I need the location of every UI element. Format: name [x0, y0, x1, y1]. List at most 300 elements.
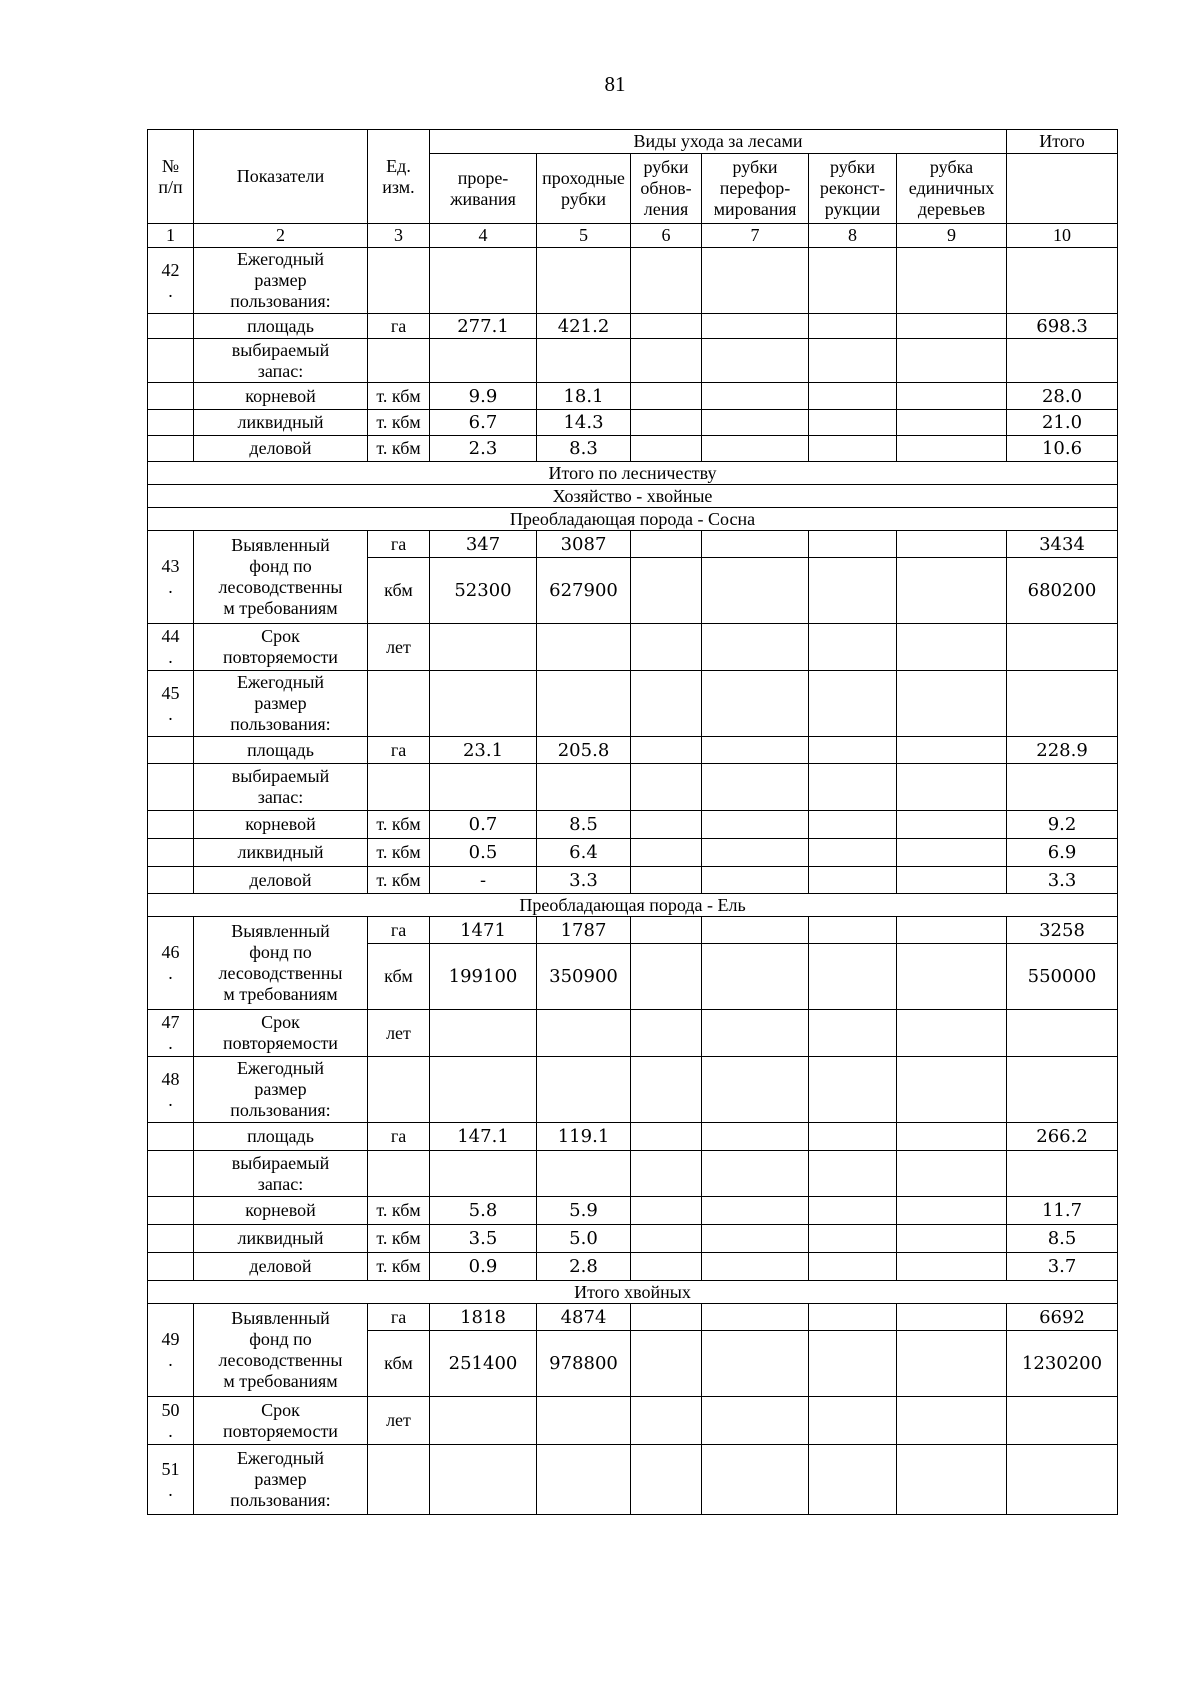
value-cell [631, 1123, 702, 1151]
text-line: 42 [161, 259, 180, 280]
value-cell [537, 1057, 631, 1123]
row-unit: т. кбм [368, 811, 430, 839]
value-cell [702, 1225, 809, 1253]
value-cell [631, 1445, 702, 1515]
value-cell: 3087 [537, 531, 631, 558]
row-unit: кбм [368, 1331, 430, 1397]
row-unit: кбм [368, 944, 430, 1010]
row-unit: т. кбм [368, 1253, 430, 1281]
text-line: 45 [161, 682, 180, 703]
value-cell: 8.3 [537, 436, 631, 462]
total-cell: 21.0 [1007, 410, 1118, 436]
row-number [148, 1010, 194, 1057]
table-row [148, 1151, 1118, 1197]
table-row [148, 1253, 1118, 1281]
col-number: 1 [148, 224, 194, 248]
text-line: 44 [161, 626, 180, 646]
value-cell [809, 531, 897, 558]
value-cell [702, 531, 809, 558]
value-cell [631, 1397, 702, 1445]
value-cell [631, 737, 702, 764]
text-line: м требованиям [223, 984, 338, 1004]
row-number [148, 531, 194, 624]
value-cell [897, 1225, 1007, 1253]
row-unit: га [368, 1304, 430, 1331]
value-cell [809, 1010, 897, 1057]
value-cell: 119.1 [537, 1123, 631, 1151]
text-line: . [168, 647, 173, 667]
text-line: повторяемости [223, 647, 338, 667]
value-cell [897, 410, 1007, 436]
value-cell [537, 1445, 631, 1515]
text-line: . [168, 280, 173, 301]
value-cell [631, 314, 702, 339]
header-type-reformation: рубки перефор- мирования [702, 154, 809, 224]
row-unit [368, 764, 430, 811]
value-cell [809, 737, 897, 764]
row-indicator [194, 1225, 368, 1253]
total-cell: 266.2 [1007, 1123, 1118, 1151]
row-number [148, 1225, 194, 1253]
total-cell: 680200 [1007, 558, 1118, 624]
value-cell [631, 1225, 702, 1253]
row-indicator [194, 1197, 368, 1225]
table-row [148, 624, 1118, 671]
value-cell [897, 1304, 1007, 1331]
value-cell [809, 339, 897, 383]
section-row [148, 485, 1118, 508]
row-number [148, 383, 194, 410]
value-cell [631, 764, 702, 811]
row-unit: га [368, 531, 430, 558]
text-line: корневой [245, 1200, 316, 1220]
value-cell: 147.1 [430, 1123, 537, 1151]
total-cell [1007, 1057, 1118, 1123]
row-unit [368, 339, 430, 383]
row-indicator [194, 1151, 368, 1197]
text-line: . [168, 1033, 173, 1053]
row-indicator [194, 1304, 368, 1397]
value-cell: 251400 [430, 1331, 537, 1397]
text-line: корневой [245, 814, 316, 834]
text-line: фонд по [249, 556, 312, 576]
total-cell: 6692 [1007, 1304, 1118, 1331]
row-number [148, 1151, 194, 1197]
text-line: деловой [249, 438, 312, 458]
text-line: фонд по [249, 942, 312, 962]
total-cell: 10.6 [1007, 436, 1118, 462]
text-line: Выявленный [231, 921, 330, 941]
value-cell [702, 1010, 809, 1057]
value-cell: 978800 [537, 1331, 631, 1397]
section-title: Итого хвойных [148, 1281, 1118, 1304]
row-indicator [194, 839, 368, 867]
col-number: 7 [702, 224, 809, 248]
value-cell [809, 1225, 897, 1253]
text-line: Ежегодный [236, 672, 325, 692]
text-line: пользования: [230, 1100, 331, 1120]
row-indicator [194, 1010, 368, 1057]
value-cell [430, 624, 537, 671]
value-cell [809, 624, 897, 671]
text-line: Срок [261, 1012, 300, 1032]
value-cell [631, 1197, 702, 1225]
total-cell [1007, 671, 1118, 737]
value-cell: 627900 [537, 558, 631, 624]
value-cell [631, 383, 702, 410]
row-unit: лет [368, 624, 430, 671]
table-row [148, 867, 1118, 894]
text-line: размер [254, 1079, 307, 1099]
row-indicator [194, 339, 368, 383]
total-cell [1007, 1010, 1118, 1057]
text-line: Ежегодный [236, 249, 325, 269]
value-cell [430, 1397, 537, 1445]
header-type-passage: проходные рубки [537, 154, 631, 224]
table-row [148, 314, 1118, 339]
row-indicator [194, 867, 368, 894]
value-cell: 2.8 [537, 1253, 631, 1281]
text-line: повторяемости [223, 1420, 338, 1441]
table-row [148, 839, 1118, 867]
text-line: деловой [249, 869, 312, 890]
row-unit [368, 1445, 430, 1515]
header-type-single-trees: рубка единичных деревьев [897, 154, 1007, 224]
header-types-group: Виды ухода за лесами [430, 130, 1007, 154]
value-cell [631, 410, 702, 436]
table-row [148, 737, 1118, 764]
total-cell: 3.7 [1007, 1253, 1118, 1281]
table-row [148, 383, 1118, 410]
value-cell [702, 737, 809, 764]
total-cell: 3258 [1007, 917, 1118, 944]
value-cell: 1787 [537, 917, 631, 944]
value-cell [809, 1197, 897, 1225]
total-cell: 8.5 [1007, 1225, 1118, 1253]
text-line: . [168, 963, 173, 983]
value-cell: 18.1 [537, 383, 631, 410]
row-number [148, 1304, 194, 1397]
value-cell [537, 1010, 631, 1057]
row-unit: т. кбм [368, 410, 430, 436]
value-cell: 0.5 [430, 839, 537, 867]
total-cell [1007, 1397, 1118, 1445]
value-cell: 6.4 [537, 839, 631, 867]
value-cell [897, 1253, 1007, 1281]
row-indicator [194, 737, 368, 764]
value-cell [631, 1304, 702, 1331]
value-cell: 52300 [430, 558, 537, 624]
row-indicator [194, 624, 368, 671]
row-number [148, 314, 194, 339]
row-number [148, 811, 194, 839]
total-cell: 11.7 [1007, 1197, 1118, 1225]
value-cell [897, 1123, 1007, 1151]
row-unit: т. кбм [368, 839, 430, 867]
value-cell [897, 1197, 1007, 1225]
value-cell [430, 671, 537, 737]
value-cell [809, 410, 897, 436]
row-unit: т. кбм [368, 867, 430, 894]
row-number [148, 436, 194, 462]
header-row-1 [148, 130, 1118, 154]
value-cell [631, 1331, 702, 1397]
text-line: пользования: [230, 1490, 331, 1510]
text-line: запас: [257, 360, 304, 381]
text-line: выбираемый [231, 339, 330, 360]
text-line: ликвидный [237, 1228, 324, 1248]
row-unit [368, 248, 430, 314]
header-type-renewal: рубки обнов- ления [631, 154, 702, 224]
total-cell [1007, 1445, 1118, 1515]
value-cell [702, 671, 809, 737]
value-cell: 3.5 [430, 1225, 537, 1253]
section-row [148, 1281, 1118, 1304]
table-row [148, 531, 1118, 558]
text-line: Ежегодный [236, 1058, 325, 1078]
row-number [148, 867, 194, 894]
row-number [148, 624, 194, 671]
page-number: 81 [604, 72, 626, 96]
value-cell [702, 917, 809, 944]
value-cell [631, 867, 702, 894]
row-number [148, 839, 194, 867]
row-unit: т. кбм [368, 1197, 430, 1225]
row-unit: лет [368, 1010, 430, 1057]
value-cell [897, 248, 1007, 314]
value-cell [537, 339, 631, 383]
value-cell [631, 1057, 702, 1123]
row-indicator [194, 1057, 368, 1123]
value-cell [631, 558, 702, 624]
value-cell: 421.2 [537, 314, 631, 339]
value-cell [537, 248, 631, 314]
value-cell [702, 1151, 809, 1197]
header-indicators: Показатели [194, 130, 368, 224]
value-cell [537, 671, 631, 737]
section-title: Преобладающая порода - Сосна [148, 508, 1118, 531]
value-cell [702, 867, 809, 894]
row-number [148, 339, 194, 383]
total-cell: 550000 [1007, 944, 1118, 1010]
row-unit: т. кбм [368, 383, 430, 410]
col-number: 4 [430, 224, 537, 248]
value-cell [809, 558, 897, 624]
text-line: . [168, 1479, 173, 1500]
value-cell [809, 436, 897, 462]
value-cell [537, 624, 631, 671]
value-cell [809, 839, 897, 867]
row-unit: га [368, 314, 430, 339]
value-cell: 5.0 [537, 1225, 631, 1253]
row-indicator [194, 811, 368, 839]
text-line: выбираемый [231, 766, 330, 786]
row-indicator [194, 764, 368, 811]
value-cell [631, 917, 702, 944]
table-row [148, 1397, 1118, 1445]
row-number [148, 737, 194, 764]
value-cell [537, 1151, 631, 1197]
value-cell: 8.5 [537, 811, 631, 839]
row-indicator [194, 917, 368, 1010]
value-cell [702, 1253, 809, 1281]
value-cell [809, 314, 897, 339]
value-cell: 350900 [537, 944, 631, 1010]
forest-care-table [147, 129, 1118, 1515]
table-row [148, 1445, 1118, 1515]
value-cell [809, 248, 897, 314]
row-number [148, 1253, 194, 1281]
section-row [148, 508, 1118, 531]
total-cell [1007, 764, 1118, 811]
value-cell: - [430, 867, 537, 894]
value-cell [809, 1123, 897, 1151]
row-number [148, 1123, 194, 1151]
table-row [148, 1225, 1118, 1253]
text-line: ликвидный [237, 842, 324, 862]
table-row [148, 671, 1118, 737]
value-cell: 6.7 [430, 410, 537, 436]
value-cell: 3.3 [537, 867, 631, 894]
value-cell [537, 764, 631, 811]
value-cell [430, 764, 537, 811]
row-number [148, 1197, 194, 1225]
value-cell [897, 671, 1007, 737]
value-cell: 9.9 [430, 383, 537, 410]
table-row [148, 339, 1118, 383]
row-indicator [194, 1397, 368, 1445]
row-number [148, 917, 194, 1010]
row-indicator [194, 531, 368, 624]
value-cell: 1471 [430, 917, 537, 944]
value-cell [897, 624, 1007, 671]
total-cell [1007, 624, 1118, 671]
text-line: запас: [257, 787, 304, 807]
text-line: выбираемый [231, 1152, 330, 1173]
row-unit: лет [368, 1397, 430, 1445]
row-indicator [194, 410, 368, 436]
section-row [148, 894, 1118, 917]
text-line: Выявленный [231, 1308, 330, 1328]
value-cell [430, 1151, 537, 1197]
value-cell [897, 811, 1007, 839]
text-line: размер [254, 1469, 307, 1489]
header-type-thinning: проре- живания [430, 154, 537, 224]
header-num: № п/п [148, 130, 194, 224]
text-line: 48 [161, 1068, 180, 1089]
table-row [148, 1197, 1118, 1225]
total-cell: 3.3 [1007, 867, 1118, 894]
text-line: размер [254, 270, 307, 290]
value-cell [897, 1397, 1007, 1445]
total-cell [1007, 1151, 1118, 1197]
value-cell [897, 558, 1007, 624]
value-cell [702, 1197, 809, 1225]
section-title: Хозяйство - хвойные [148, 485, 1118, 508]
text-line: 49 [161, 1329, 180, 1349]
value-cell: 0.9 [430, 1253, 537, 1281]
table-row [148, 248, 1118, 314]
table-row [148, 1010, 1118, 1057]
value-cell [631, 944, 702, 1010]
row-number [148, 1057, 194, 1123]
value-cell [702, 383, 809, 410]
section-title: Преобладающая порода - Ель [148, 894, 1118, 917]
text-line: повторяемости [223, 1033, 338, 1053]
value-cell [631, 436, 702, 462]
table-body [148, 130, 1118, 1515]
row-unit: т. кбм [368, 1225, 430, 1253]
value-cell [430, 339, 537, 383]
value-cell [702, 314, 809, 339]
row-indicator [194, 1123, 368, 1151]
value-cell [809, 1331, 897, 1397]
col-number: 5 [537, 224, 631, 248]
value-cell [897, 1331, 1007, 1397]
value-cell [631, 624, 702, 671]
value-cell: 14.3 [537, 410, 631, 436]
col-number: 2 [194, 224, 368, 248]
col-number: 8 [809, 224, 897, 248]
col-number: 10 [1007, 224, 1118, 248]
text-line: пользования: [230, 291, 331, 311]
value-cell [809, 1445, 897, 1515]
total-cell [1007, 339, 1118, 383]
row-indicator [194, 436, 368, 462]
text-line: пользования: [230, 714, 331, 734]
row-indicator [194, 1445, 368, 1515]
value-cell [897, 1057, 1007, 1123]
text-line: корневой [245, 385, 316, 406]
row-number [148, 671, 194, 737]
total-cell: 1230200 [1007, 1331, 1118, 1397]
text-line: 47 [161, 1012, 180, 1032]
value-cell [897, 764, 1007, 811]
value-cell [631, 1253, 702, 1281]
text-line: . [168, 577, 173, 597]
column-numbers-row [148, 224, 1118, 248]
text-line: . [168, 1420, 173, 1441]
value-cell: 0.7 [430, 811, 537, 839]
row-unit: кбм [368, 558, 430, 624]
value-cell: 4874 [537, 1304, 631, 1331]
text-line: размер [254, 693, 307, 713]
value-cell [430, 1445, 537, 1515]
value-cell [702, 1123, 809, 1151]
value-cell [809, 811, 897, 839]
value-cell [897, 917, 1007, 944]
row-unit: га [368, 917, 430, 944]
value-cell [897, 1151, 1007, 1197]
row-number [148, 410, 194, 436]
value-cell [631, 811, 702, 839]
table-row [148, 1123, 1118, 1151]
value-cell [897, 1445, 1007, 1515]
row-number [148, 248, 194, 314]
total-cell: 9.2 [1007, 811, 1118, 839]
value-cell [702, 1445, 809, 1515]
text-line: площадь [247, 739, 314, 760]
value-cell [430, 1010, 537, 1057]
row-number [148, 1445, 194, 1515]
row-indicator [194, 248, 368, 314]
value-cell [702, 764, 809, 811]
col-number: 9 [897, 224, 1007, 248]
section-title: Итого по лесничеству [148, 462, 1118, 485]
total-cell: 6.9 [1007, 839, 1118, 867]
table-row [148, 436, 1118, 462]
value-cell [897, 839, 1007, 867]
